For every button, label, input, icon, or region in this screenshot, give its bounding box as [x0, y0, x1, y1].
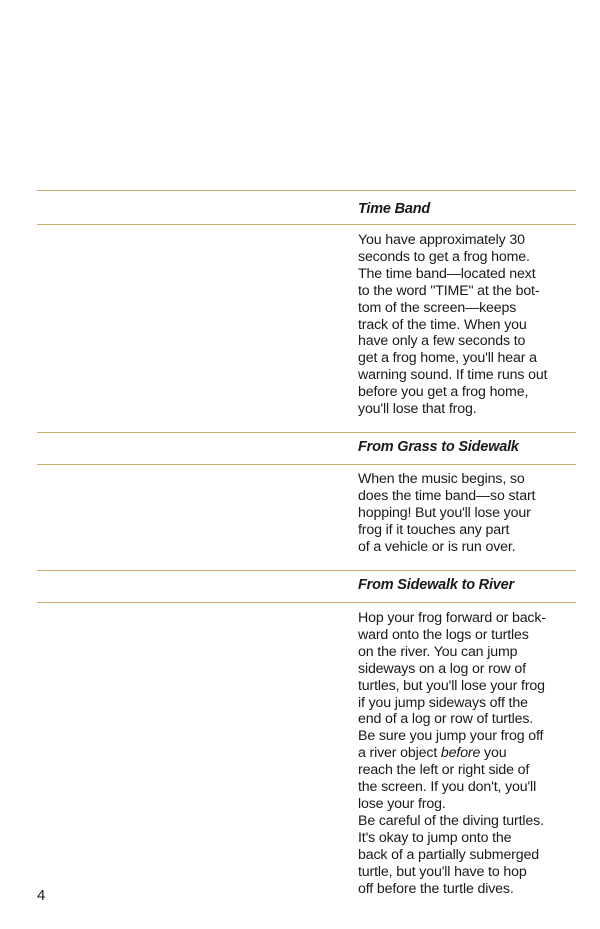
body-text: Hop your frog forward or back- ward onto the logs or turtles on the river. You can jump sideways on a log or row of turtles, but you'll lose your frog if you jump sideways off the end of a log or row of turtles. Be sure you jump your frog off a river object: [358, 610, 546, 762]
section-heading-grass-to-sidewalk: From Grass to Sidewalk: [358, 439, 519, 455]
section-bottom-rule: [37, 224, 576, 225]
body-text: you reach the left or right side of the screen. If you don't, you'll lose your frog.: [358, 745, 537, 812]
section-heading-time-band: Time Band: [358, 201, 431, 217]
section-top-rule: [37, 570, 576, 571]
section-top-rule: [37, 190, 576, 191]
section-body-grass-to-sidewalk: When the music begins, so does the time band—so start hopping! But you'll lose your frog if it touches any part of a vehicle or is run over.: [358, 471, 536, 555]
section-heading-sidewalk-to-river: From Sidewalk to River: [358, 577, 514, 593]
emphasis-before: before: [440, 745, 481, 762]
section-top-rule: [37, 432, 576, 433]
section-body-diving-turtles: Be careful of the diving turtles. It's okay to jump onto the back of a partially submerged turtle, but you'll have to hop off before the turtle dives.: [358, 813, 544, 897]
section-bottom-rule: [37, 602, 576, 603]
page-number: 4: [37, 887, 46, 904]
section-bottom-rule: [37, 464, 576, 465]
section-body-time-band: You have approximately 30 seconds to get a frog home. The time band—located next to the word "TIME" at the bot- tom of the screen—keeps track of the time. When you have only a few seconds to get a frog home, you'll hear a warning sound. If time runs out before you get a frog home, you'll lose that frog.: [358, 232, 548, 418]
section-body-sidewalk-to-river: [358, 610, 590, 813]
